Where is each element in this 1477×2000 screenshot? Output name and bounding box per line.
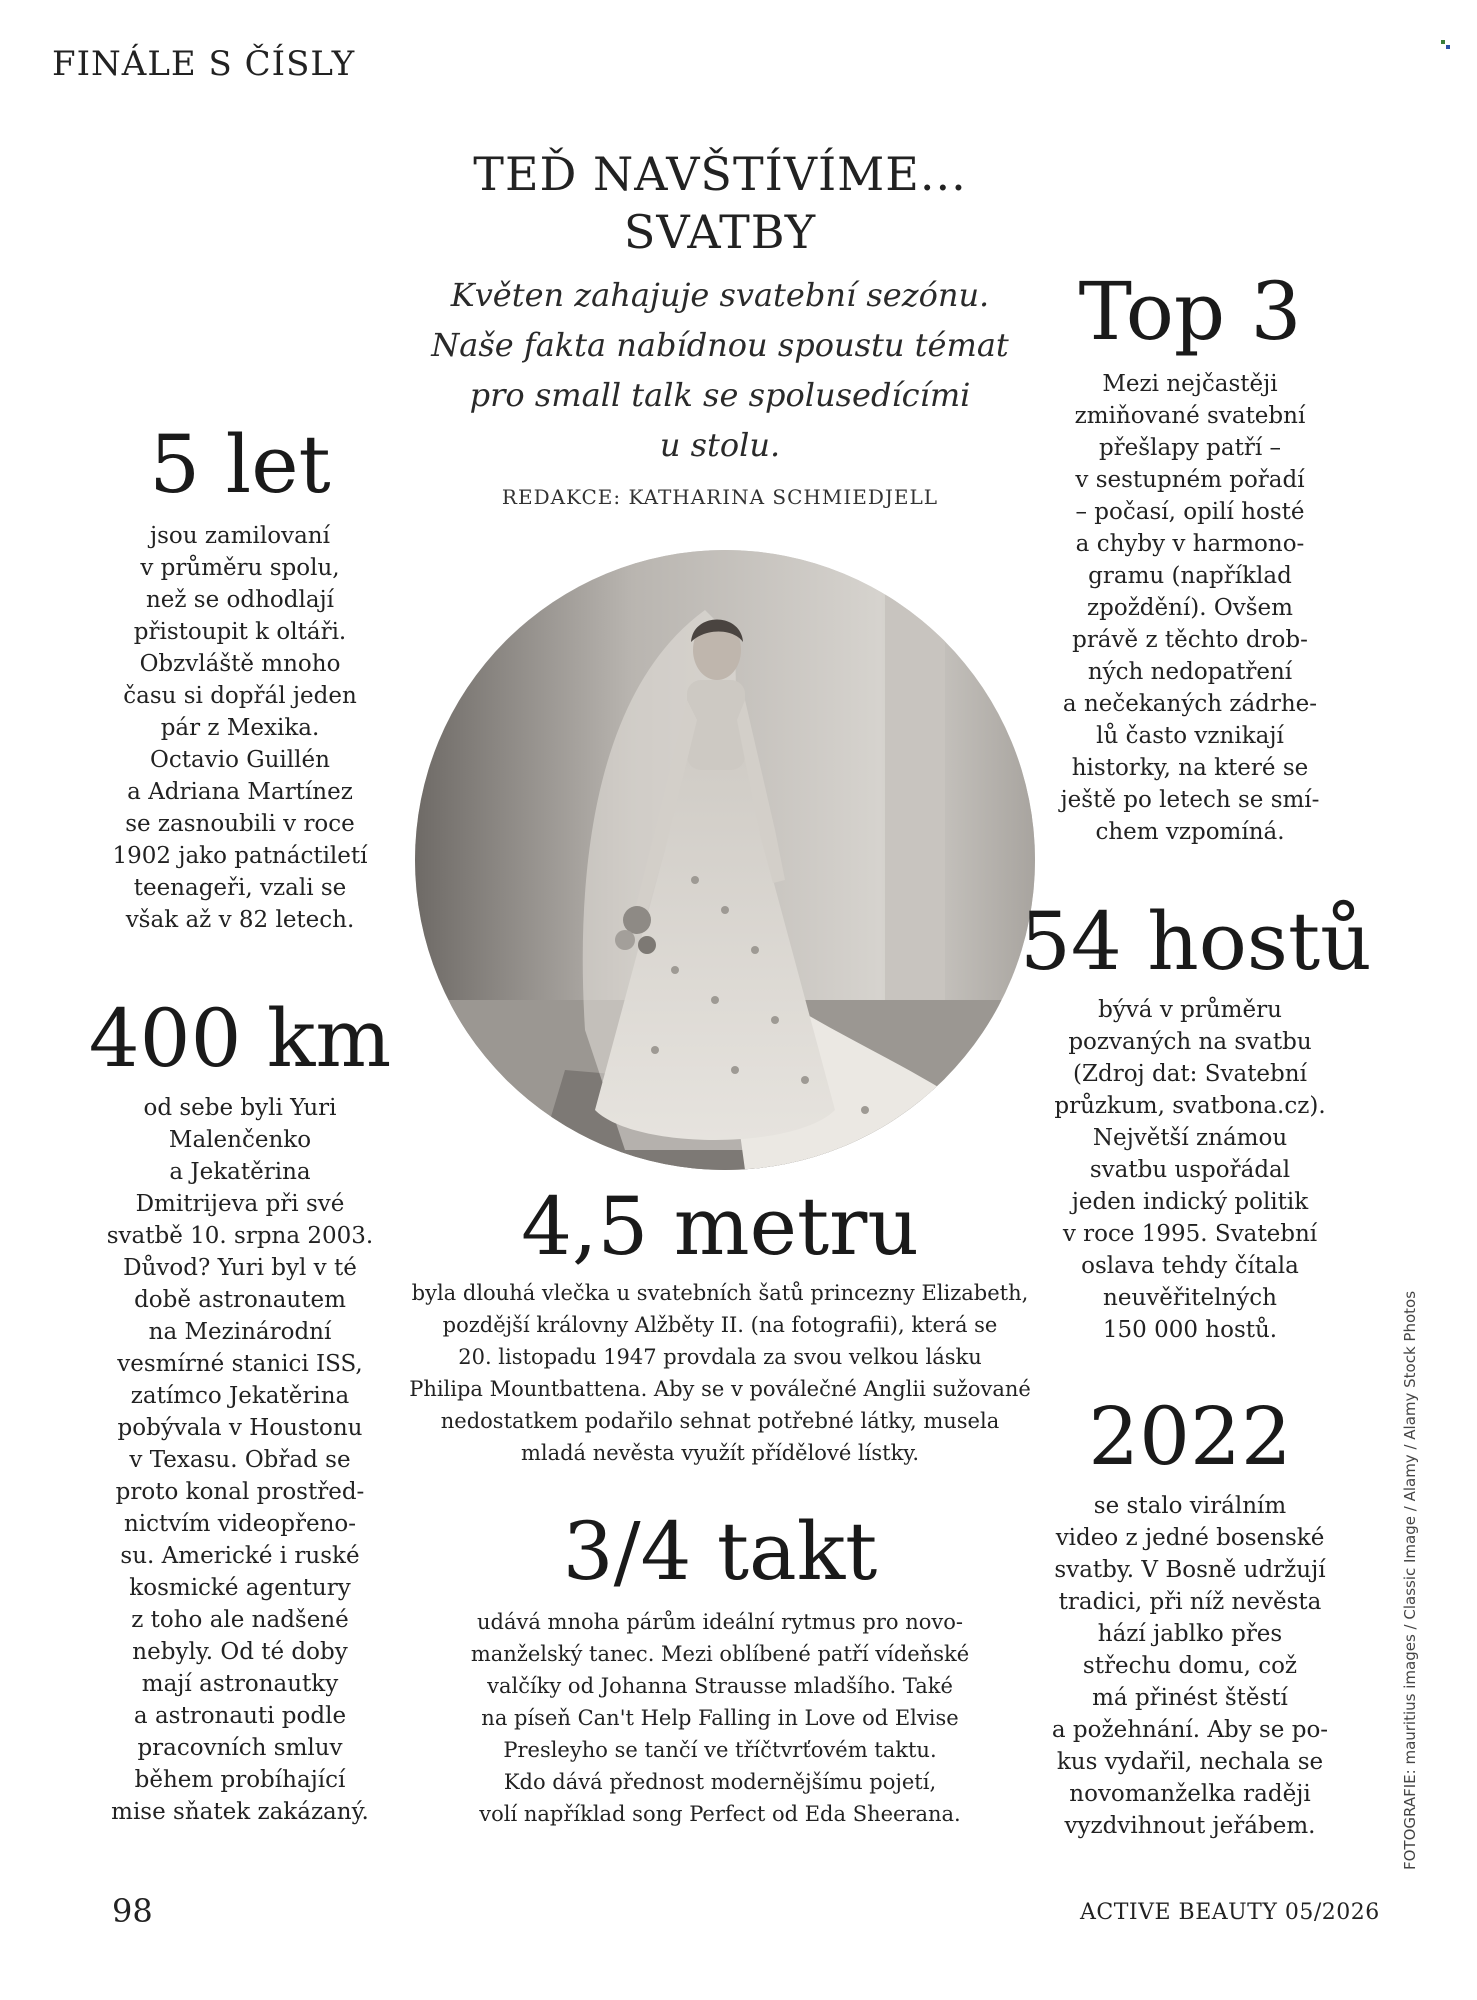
fact-line: novomanželka raději: [1069, 1781, 1311, 1807]
fact-line: ných nedopatření: [1087, 659, 1293, 685]
fact-line: oslava tehdy čítala: [1081, 1253, 1299, 1279]
section-label: FINÁLE S ČÍSLY: [52, 44, 356, 84]
fact-number-400-km: 400 km: [88, 992, 392, 1085]
fact-line: Obzvláště mnoho: [139, 651, 341, 677]
fact-line: a astronauti podle: [133, 1703, 347, 1729]
fact-line: volí například song Perfect od Eda Sheerana.: [479, 1802, 961, 1826]
fact-line: na Mezinárodní: [148, 1319, 332, 1345]
fact-text-3-4-takt: [400, 1606, 1040, 1830]
fact-line: na píseň Can't Help Falling in Love od Elvise: [481, 1706, 959, 1730]
fact-line: jsou zamilovaní: [150, 523, 330, 549]
bride-photo: [415, 550, 1035, 1170]
fact-line: době astronautem: [134, 1287, 346, 1313]
lead-line: pro small talk se spolusedícími: [469, 376, 971, 414]
fact-line: lů často vznikají: [1096, 723, 1284, 749]
article-headline: [430, 145, 1010, 261]
fact-line: svatbě 10. srpna 2003.: [106, 1223, 374, 1249]
fact-line: vesmírné stanici ISS,: [117, 1351, 363, 1377]
fact-line: – počasí, opilí hosté: [1075, 499, 1305, 525]
fact-line: vyzdvihnout jeřábem.: [1064, 1813, 1316, 1839]
fact-line: se stalo virálním: [1093, 1493, 1287, 1519]
fact-line: Největší známou: [1092, 1125, 1288, 1151]
fact-line: historky, na které se: [1071, 755, 1309, 781]
fact-line: však až v 82 letech.: [125, 907, 355, 933]
fact-line: su. Americké i ruské: [120, 1543, 360, 1569]
fact-line: v sestupném pořadí: [1075, 467, 1305, 493]
fact-line: valčíky od Johanna Strausse mladšího. Také: [487, 1674, 953, 1698]
fact-line: od sebe byli Yuri: [143, 1095, 337, 1121]
fact-line: neuvěřitelných: [1103, 1285, 1277, 1311]
fact-number-2022: 2022: [1088, 1390, 1292, 1483]
fact-text-400-km: [80, 1092, 400, 1828]
fact-line: Octavio Guillén: [150, 747, 330, 773]
fact-line: 150 000 hostů.: [1102, 1317, 1278, 1343]
fact-line: kus vydařil, nechala se: [1056, 1749, 1324, 1775]
fact-text-4-5-metru: [370, 1277, 1070, 1469]
fact-line: kosmické agentury: [129, 1575, 351, 1601]
fact-line: Philipa Mountbattena. Aby se v poválečné Anglii sužované: [409, 1377, 1031, 1401]
fact-line: Kdo dává přednost modernějšímu pojetí,: [503, 1770, 937, 1794]
fact-line: a Jekatěrina: [169, 1159, 311, 1185]
fact-line: mají astronautky: [141, 1671, 339, 1697]
fact-line: přešlapy patří –: [1098, 435, 1282, 461]
fact-line: teenageři, vzali se: [133, 875, 347, 901]
fact-line: mise sňatek zakázaný.: [111, 1799, 369, 1825]
photo-credit: FOTOGRAFIE: mauritius images / Classic Image / Alamy / Alamy Stock Photos: [1401, 1290, 1419, 1870]
article-lead: [400, 270, 1040, 470]
fact-line: Presleyho se tančí ve tříčtvrťovém taktu.: [503, 1738, 937, 1762]
fact-line: proto konal prostřed-: [115, 1479, 365, 1505]
fact-line: bývá v průměru: [1098, 997, 1282, 1023]
fact-line: pracovních smluv: [137, 1735, 343, 1761]
fact-line: než se odhodlají: [145, 587, 335, 613]
fact-line: Mezi nejčastěji: [1102, 371, 1278, 397]
byline: REDAKCE: KATHARINA SCHMIEDJELL: [501, 485, 939, 509]
fact-text-54-hostu: [1040, 994, 1340, 1346]
headline-line: TEĎ NAVŠTÍVÍME...: [473, 147, 967, 201]
fact-line: během probíhající: [134, 1767, 346, 1793]
fact-line: se zasnoubili v roce: [125, 811, 355, 837]
fact-line: zpoždění). Ovšem: [1087, 595, 1293, 621]
fact-line: právě z těchto drob-: [1072, 627, 1308, 653]
fact-line: ještě po letech se smí-: [1060, 787, 1320, 813]
lead-line: Květen zahajuje svatební sezónu.: [450, 276, 990, 314]
fact-line: Důvod? Yuri byl v té: [123, 1255, 357, 1281]
fact-line: (Zdroj dat: Svatební: [1073, 1061, 1307, 1087]
fact-line: přistoupit k oltáři.: [133, 619, 347, 645]
fact-number-top-3: Top 3: [1078, 265, 1302, 358]
fact-line: střechu domu, což: [1082, 1653, 1298, 1679]
fact-line: má přinést štěstí: [1092, 1685, 1288, 1711]
fact-line: nictvím videopřeno-: [123, 1511, 357, 1537]
fact-line: času si dopřál jeden: [123, 683, 357, 709]
fact-line: video z jedné bosenské: [1055, 1525, 1325, 1551]
fact-line: mladá nevěsta využít přídělové lístky.: [520, 1441, 920, 1465]
fact-line: zatímco Jekatěrina: [130, 1383, 350, 1409]
magazine-issue: ACTIVE BEAUTY 05/2026: [1080, 1900, 1380, 1925]
fact-line: v roce 1995. Svatební: [1062, 1221, 1318, 1247]
fact-line: zmiňované svatební: [1074, 403, 1306, 429]
fact-line: byla dlouhá vlečka u svatebních šatů princezny Elizabeth,: [411, 1281, 1029, 1305]
fact-line: a chyby v harmono-: [1075, 531, 1305, 557]
fact-line: pobývala v Houstonu: [117, 1415, 363, 1441]
fact-line: pozdější královny Alžběty II. (na fotografii), která se: [442, 1313, 998, 1337]
fact-line: a požehnání. Aby se po-: [1051, 1717, 1329, 1743]
fact-line: gramu (například: [1088, 563, 1292, 589]
fact-line: pár z Mexika.: [160, 715, 320, 741]
fact-line: průzkum, svatbona.cz).: [1054, 1093, 1326, 1119]
fact-number-5-let: 5 let: [149, 418, 331, 511]
fact-number-4-5-metru: 4,5 metru: [521, 1180, 919, 1273]
fact-line: svatby. V Bosně udržují: [1054, 1557, 1326, 1583]
fact-line: v Texasu. Obřad se: [129, 1447, 351, 1473]
fact-line: jeden indický politik: [1071, 1189, 1309, 1215]
bride-illustration: [415, 550, 1035, 1170]
fact-line: a nečekaných zádrhe-: [1062, 691, 1318, 717]
fact-line: pozvaných na svatbu: [1068, 1029, 1312, 1055]
fact-line: manželský tanec. Mezi oblíbené patří vídeňské: [470, 1642, 970, 1666]
fact-line: tradici, při níž nevěsta: [1058, 1589, 1322, 1615]
fact-line: z toho ale nadšené: [131, 1607, 349, 1633]
page-number: 98: [112, 1892, 153, 1930]
headline-line: SVATBY: [623, 205, 817, 259]
fact-line: Malenčenko: [168, 1127, 312, 1153]
fact-line: nedostatkem podařilo sehnat potřebné látky, musela: [440, 1409, 1000, 1433]
fact-line: 1902 jako patnáctiletí: [112, 843, 368, 869]
fact-number-54-hostu: 54 hostů: [1020, 895, 1372, 988]
fact-line: Dmitrijeva při své: [135, 1191, 345, 1217]
fact-line: a Adriana Martínez: [127, 779, 353, 805]
fact-line: chem vzpomíná.: [1095, 819, 1285, 845]
fact-text-top-3: [1040, 368, 1340, 848]
fact-number-3-4-takt: 3/4 takt: [562, 1505, 878, 1598]
fact-line: 20. listopadu 1947 provdala za svou velkou lásku: [458, 1345, 982, 1369]
fact-line: udává mnoha párům ideální rytmus pro novo-: [476, 1610, 963, 1634]
fact-line: nebyly. Od té doby: [132, 1639, 348, 1665]
lead-line: Naše fakta nabídnou spoustu témat: [431, 326, 1009, 364]
print-mark-icon: [1441, 40, 1451, 50]
fact-line: svatbu uspořádal: [1089, 1157, 1291, 1183]
fact-line: hází jablko přes: [1097, 1621, 1283, 1647]
lead-line: u stolu.: [659, 426, 781, 464]
fact-text-2022: [1040, 1490, 1340, 1842]
fact-line: v průměru spolu,: [140, 555, 340, 581]
fact-text-5-let: [95, 520, 385, 936]
